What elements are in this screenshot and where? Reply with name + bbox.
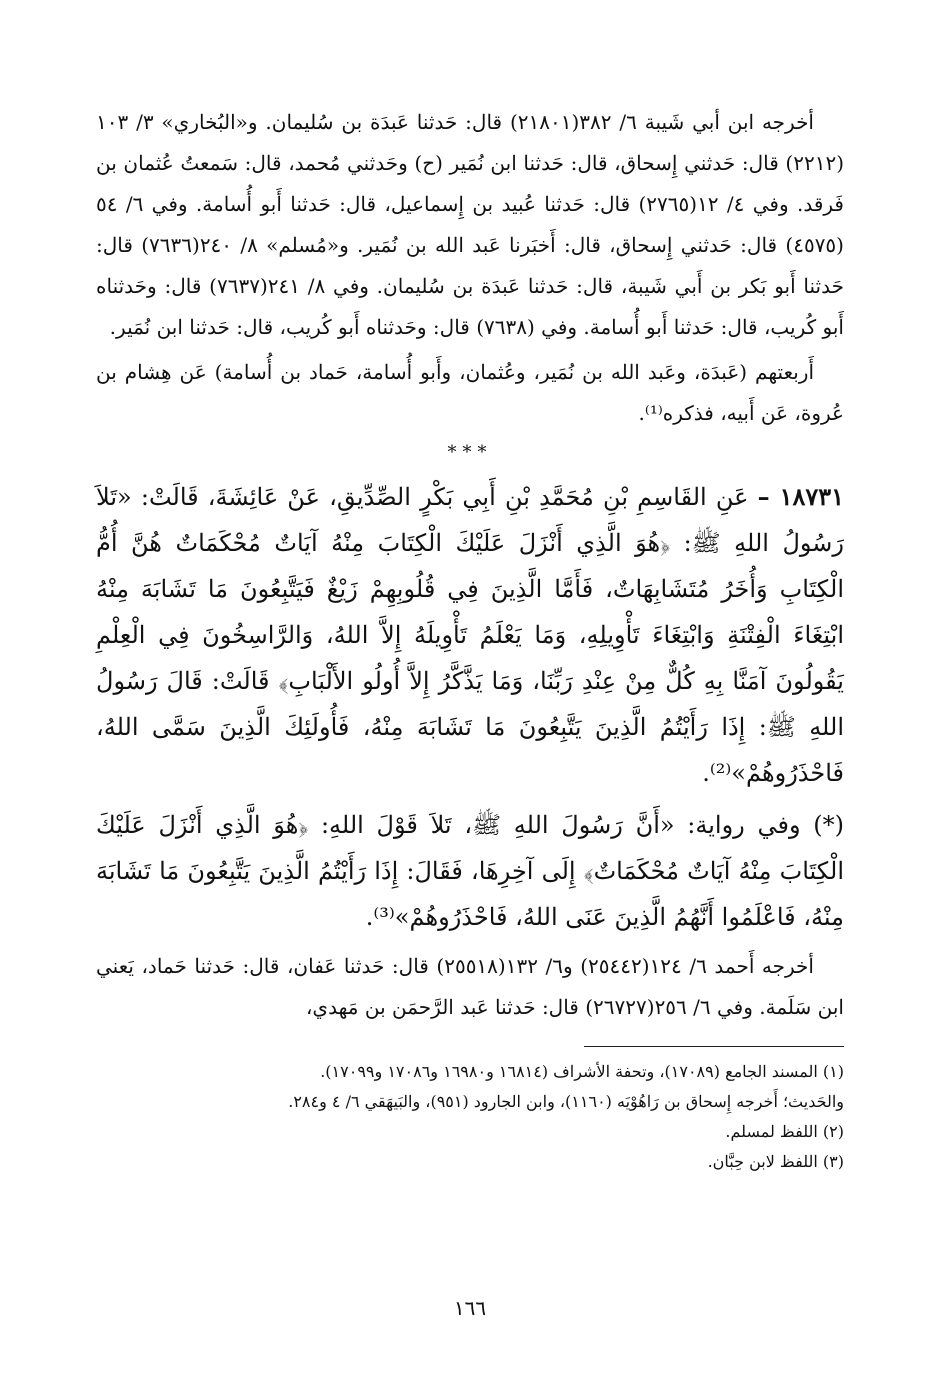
hadith-isnad: عَنِ القَاسِمِ بْنِ مُحَمَّدِ بْنِ أَبِي بَكْرٍ الصِّدِّيقِ، عَنْ عَائِشَةَ، قَالَتْ: [140, 483, 749, 511]
footnote-divider [584, 1046, 844, 1047]
takhrij-paragraph-1: أخرجه ابن أبي شَيبة ٦/ ٣٨٢(٢١٨٠١) قال: حَدثنا عَبدَة بن سُليمان. و«البُخاري» ٣/ ١٠٣ (٢٢١٢) قال: حَدثني إِسحاق، قال: حَدثنا ابن نُمَير (ح) وحَدثني مُحمد، قال: سَمعتُ عُثمان بن فَرقد. وفي ٤/ ١٢(٢٧٦٥) قال: حَدثنا عُبيد بن إِسماعيل، قال: حَدثنا أَبو أُسامة. وفي ٦/ ٥٤ (٤٥٧٥) قال: حَدثني إِسحاق، قال: أَخبَرنا عَبد الله بن نُمَير. و«مُسلم» ٨/ ٢٤٠(٧٦٣٦) قال: حَدثنا أَبو بَكر بن أَبي شَيبة، قال: حَدثنا عَبدَة بن سُليمان. وفي ٨/ ٢٤١(٧٦٣٧) قال: وحَدثناه أَبو كُريب، قال: حَدثنا أَبو أُسامة. وفي (٧٦٣٨) قال: وحَدثناه أَبو كُريب، قال: حَدثنا ابن نُمَير. [96, 110, 844, 339]
hadith-number: ١٨٧٣١ – [757, 482, 845, 511]
page-number: ١٦٦ [453, 1296, 487, 1320]
footnote-3: (٣) اللفظ لابن حِبَّان. [707, 1152, 844, 1171]
document-page [96, 102, 844, 1340]
section-separator: *** [447, 442, 493, 463]
hadith-paragraph [96, 474, 844, 796]
footnote-1-continuation: والحَديث؛ أَخرجه إِسحاق بن رَاهُوْيَه (١١٦٠)، وابن الجارود (٩٥١)، والبَيهَقي ٦/ ٤ و٢٨٤. [288, 1092, 844, 1111]
footnote-2: (٢) اللفظ لمسلم. [725, 1122, 844, 1141]
takhrij-paragraph-2: أخرجه أَحمد ٦/ ١٢٤(٢٥٤٤٢) و٦/ ١٣٢(٢٥٥١٨) قال: حَدثنا عَفان، قال: حَدثنا حَماد، يَعني ابن سَلَمة. وفي ٦/ ٢٥٦(٢٦٧٢٧) قال: حَدثنا عَبد الرَّحمَن بن مَهدي، [96, 954, 844, 1019]
summary-paragraph: أَربعتهم (عَبدَة، وعَبد الله بن نُمَير، وعُثمان، وأَبو أُسامة، حَماد بن أُسامة) عَن هِشام بن عُروة، عَن أَبيه، فذكره⁽¹⁾. [96, 360, 844, 425]
footnote-1: (١) المسند الجامع (١٧٠٨٩)، وتحفة الأشراف (١٦٨١٤ و١٦٩٨٠ و١٧٠٨٦ و١٧٠٩٩). [320, 1062, 844, 1081]
riwaya-paragraph: (*) وفي رواية: «أَنَّ رَسُولَ اللهِ ﷺ، تَلاَ قَوْلَ اللهِ: ﴿هُوَ الَّذِي أَنْزَلَ عَلَيْكَ الْكِتَابَ مِنْهُ آيَاتٌ مُحْكَمَاتٌ﴾ إِلَى آخِرِهَا، فَقَالَ: إِذَا رَأَيْتُمُ الَّذِينَ يَتَّبِعُونَ مَا تَشَابَهَ مِنْهُ، فَاعْلَمُوا أَنَّهُمُ الَّذِينَ عَنَى اللهُ، فَاحْذَرُوهُمْ»⁽³⁾. [96, 811, 844, 931]
hadith-matn: «تَلاَ رَسُولُ اللهِ ﷺ: ﴿هُوَ الَّذِي أَنْزَلَ عَلَيْكَ الْكِتَابَ مِنْهُ آيَاتٌ مُحْكَمَاتٌ هُنَّ أُمُّ الْكِتَابِ وَأُخَرُ مُتَشَابِهَاتٌ، فَأَمَّا الَّذِينَ فِي قُلُوبِهِمْ زَيْغٌ فَيَتَّبِعُونَ مَا تَشَابَهَ مِنْهُ ابْتِغَاءَ الْفِتْنَةِ وَابْتِغَاءَ تَأْوِيلِهِ، وَمَا يَعْلَمُ تَأْوِيلَهُ إِلاَّ اللهُ، وَالرَّاسِخُونَ فِي الْعِلْمِ يَقُولُونَ آمَنَّا بِهِ كُلٌّ مِنْ عِنْدِ رَبِّنَا، وَمَا يَذَّكَّرُ إِلاَّ أُولُو الأَلْبَابِ﴾ قَالَتْ: قَالَ رَسُولُ اللهِ ﷺ: إِذَا رَأَيْتُمُ الَّذِينَ يَتَّبِعُونَ مَا تَشَابَهَ مِنْهُ، فَأُولَئِكَ الَّذِينَ سَمَّى اللهُ، فَاحْذَرُوهُمْ»⁽²⁾. [96, 483, 844, 787]
